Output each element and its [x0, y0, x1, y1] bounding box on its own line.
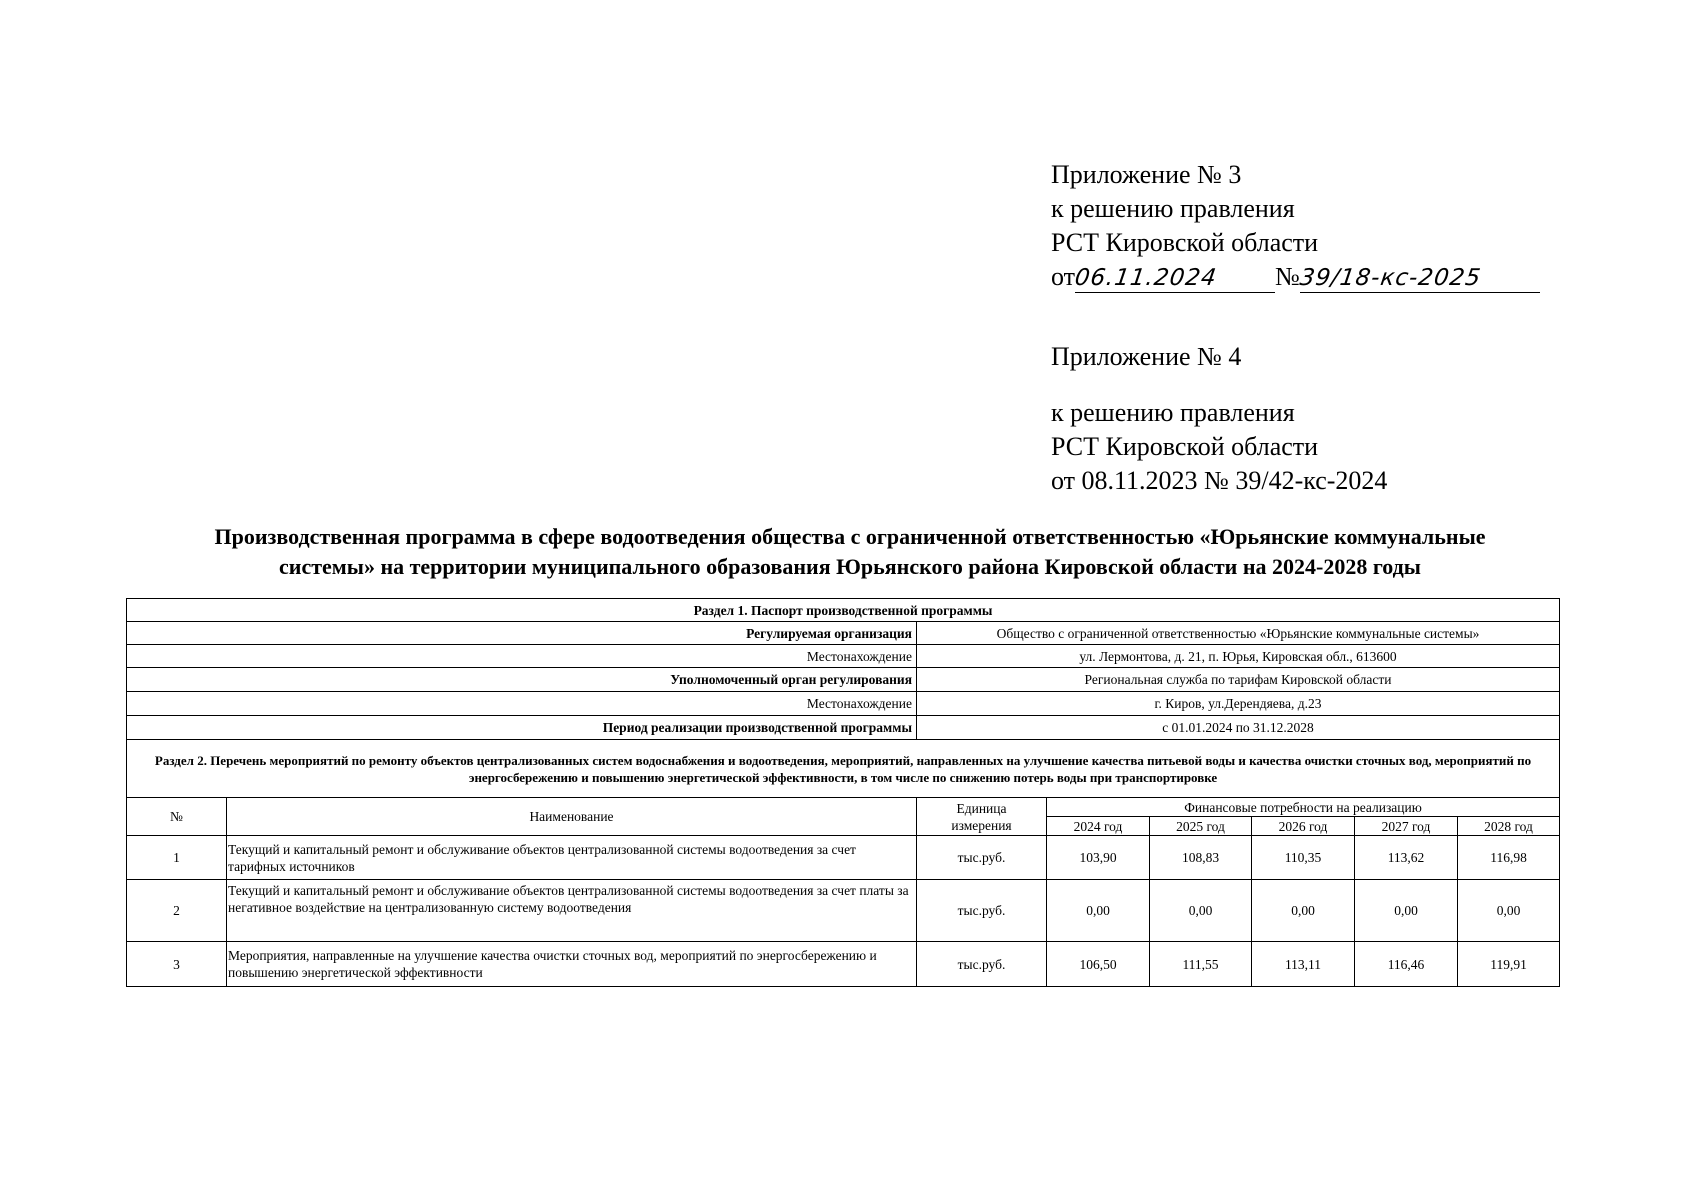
appendix-3-handwritten-date: 06.11.2024 — [1073, 265, 1219, 291]
document-title-line-2: системы» на территории муниципального образования Юрьянского района Кировской области на 2024-2028 годы — [279, 554, 1421, 579]
row-unit: тыс.руб. — [917, 836, 1047, 880]
row-unit: тыс.руб. — [917, 880, 1047, 942]
table-row — [127, 880, 1560, 942]
column-header-year: 2028 год — [1458, 817, 1560, 836]
row-number: 1 — [127, 836, 227, 880]
appendix-3-number-label: № — [1275, 262, 1300, 291]
appendix-3-date-field — [1075, 263, 1275, 293]
appendix-4-decision: к решению правления — [1051, 398, 1295, 427]
passport-value: ул. Лермонтова, д. 21, п. Юрья, Кировская обл., 613600 — [917, 645, 1560, 668]
section-2-heading-row — [127, 740, 1560, 798]
column-header-unit-line-1: Единица — [956, 800, 1007, 816]
column-header-unit — [917, 798, 1047, 836]
row-value-2024: 0,00 — [1047, 880, 1150, 942]
passport-row — [127, 622, 1560, 645]
document-title-line-1: Производственная программа в сфере водоотведения общества с ограниченной ответственностью «Юрьянские коммунальные — [214, 524, 1486, 549]
column-header-number: № — [127, 798, 227, 836]
column-header-unit-line-2: измерения — [951, 817, 1012, 833]
row-value-2028: 116,98 — [1458, 836, 1560, 880]
column-header-year: 2024 год — [1047, 817, 1150, 836]
appendix-3-decision: к решению правления — [1051, 194, 1295, 223]
column-header-year: 2026 год — [1252, 817, 1355, 836]
measures-header-row-1 — [127, 798, 1560, 817]
row-value-2028: 119,91 — [1458, 942, 1560, 987]
appendix-3-number-field — [1300, 263, 1540, 293]
passport-label: Регулируемая организация — [127, 622, 917, 645]
document-title — [120, 522, 1580, 582]
program-table — [126, 598, 1560, 987]
column-header-year: 2025 год — [1150, 817, 1252, 836]
column-header-financial-needs: Финансовые потребности на реализацию — [1047, 798, 1560, 817]
passport-label: Местонахождение — [127, 692, 917, 716]
passport-value: Региональная служба по тарифам Кировской области — [917, 668, 1560, 692]
row-name: Текущий и капитальный ремонт и обслуживание объектов централизованной системы водоотведения за счет платы за негативное воздействие на централизованную систему водоотведения — [227, 880, 917, 942]
passport-label: Местонахождение — [127, 645, 917, 668]
column-header-name: Наименование — [227, 798, 917, 836]
row-value-2028: 0,00 — [1458, 880, 1560, 942]
appendix-3-title: Приложение № 3 — [1051, 160, 1242, 189]
row-value-2026: 110,35 — [1252, 836, 1355, 880]
section-1-heading-row — [127, 599, 1560, 622]
table-row — [127, 942, 1560, 987]
row-number: 3 — [127, 942, 227, 987]
appendix-4-authority: РСТ Кировской области — [1051, 432, 1319, 461]
passport-value: Общество с ограниченной ответственностью «Юрьянские коммунальные системы» — [917, 622, 1560, 645]
appendix-3-authority: РСТ Кировской области — [1051, 228, 1319, 257]
appendix-3-from-label: от — [1051, 262, 1076, 291]
row-value-2025: 0,00 — [1150, 880, 1252, 942]
passport-label: Уполномоченный орган регулирования — [127, 668, 917, 692]
row-value-2027: 0,00 — [1355, 880, 1458, 942]
row-value-2027: 113,62 — [1355, 836, 1458, 880]
appendix-4-date-number: от 08.11.2023 № 39/42-кс-2024 — [1051, 466, 1388, 495]
appendix-4-block — [1051, 340, 1387, 498]
appendix-3-block — [1051, 158, 1540, 294]
section-2-heading: Раздел 2. Перечень мероприятий по ремонту объектов централизованных систем водоснабжения и водоотведения, мероприятий, направленных на улучшение качества питьевой воды и качества очистки сточных вод, мероприятий по энергосбережению и повышению энергетической эффективности, в том числе по снижению потерь воды при транспортировке — [127, 740, 1560, 798]
row-value-2024: 103,90 — [1047, 836, 1150, 880]
passport-row — [127, 668, 1560, 692]
passport-row — [127, 716, 1560, 740]
row-number: 2 — [127, 880, 227, 942]
row-value-2027: 116,46 — [1355, 942, 1458, 987]
passport-label: Период реализации производственной программы — [127, 716, 917, 740]
row-name: Текущий и капитальный ремонт и обслуживание объектов централизованной системы водоотведения за счет тарифных источников — [227, 836, 917, 880]
row-value-2026: 113,11 — [1252, 942, 1355, 987]
passport-row — [127, 645, 1560, 668]
appendix-3-handwritten-number: 39/18-кс-2025 — [1298, 265, 1483, 291]
passport-row — [127, 692, 1560, 716]
row-value-2026: 0,00 — [1252, 880, 1355, 942]
row-value-2025: 111,55 — [1150, 942, 1252, 987]
row-value-2025: 108,83 — [1150, 836, 1252, 880]
section-1-heading: Раздел 1. Паспорт производственной программы — [127, 599, 1560, 622]
row-name: Мероприятия, направленные на улучшение качества очистки сточных вод, мероприятий по энергосбережению и повышению энергетической эффективности — [227, 942, 917, 987]
column-header-year: 2027 год — [1355, 817, 1458, 836]
table-row — [127, 836, 1560, 880]
appendix-3-date-line — [1051, 260, 1540, 294]
row-unit: тыс.руб. — [917, 942, 1047, 987]
row-value-2024: 106,50 — [1047, 942, 1150, 987]
appendix-4-title: Приложение № 4 — [1051, 342, 1242, 371]
passport-value: г. Киров, ул.Дерендяева, д.23 — [917, 692, 1560, 716]
passport-value: с 01.01.2024 по 31.12.2028 — [917, 716, 1560, 740]
